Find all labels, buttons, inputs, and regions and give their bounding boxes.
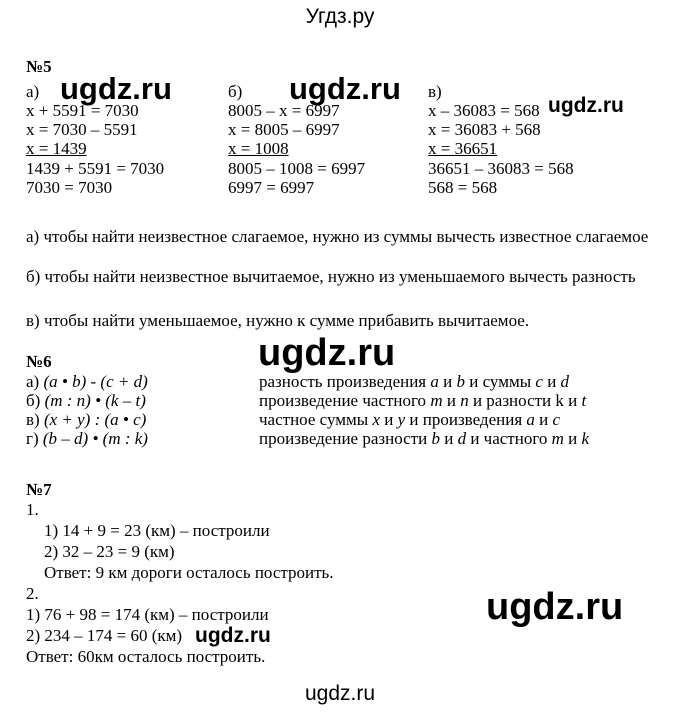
column-label: в)	[428, 82, 442, 101]
task7-heading: №7	[26, 480, 52, 499]
check-line: 7030 = 7030	[26, 178, 113, 197]
site-footer: ugdz.ru	[304, 682, 376, 705]
equation-line: x = 36083 + 568	[428, 120, 541, 139]
check-line: 36651 – 36083 = 568	[428, 159, 574, 178]
task7-part1-answer: Ответ: 9 км дороги осталось построить.	[44, 563, 334, 582]
rule-a: а) чтобы найти неизвестное слагаемое, нужно из суммы вычесть известное слагаемое	[26, 227, 649, 246]
expression-row: б) (m : n) • (k – t)	[26, 391, 146, 410]
expression-description: произведение разности b и d и частного m и k	[259, 429, 590, 448]
rule-c: в) чтобы найти уменьшаемое, нужно к сумме прибавить вычитаемое.	[26, 311, 530, 330]
expression: (x + y) : (a • c)	[43, 410, 147, 429]
answer-line: x = 36651	[428, 139, 498, 158]
answer-line: x = 1439	[26, 139, 87, 158]
expression-row: г) (b – d) • (m : k)	[26, 429, 148, 448]
expression: (a • b) - (c + d)	[43, 372, 148, 391]
check-line: 8005 – 1008 = 6997	[228, 159, 366, 178]
answer-line: x = 1008	[228, 139, 289, 158]
task7-part2-answer: Ответ: 60км осталось построить.	[26, 647, 266, 666]
column-label: б)	[228, 82, 243, 101]
watermark: ugdz.ru	[60, 71, 172, 106]
expression-row: в) (x + y) : (a • c)	[26, 410, 147, 429]
site-title: Угдз.ру	[305, 5, 375, 28]
check-line: 568 = 568	[428, 178, 498, 197]
task7-part2-label: 2.	[26, 584, 39, 603]
task6-expressions	[26, 372, 148, 448]
task7-part1-step2: 2) 32 – 23 = 9 (км)	[44, 542, 175, 561]
equation-line: x = 7030 – 5591	[26, 120, 138, 139]
task5-heading: №5	[26, 57, 52, 76]
watermark: ugdz.ru	[258, 332, 396, 374]
check-line: 6997 = 6997	[228, 178, 315, 197]
equation-line: x – 36083 = 568	[428, 101, 540, 120]
equation-line: x + 5591 = 7030	[26, 101, 139, 120]
task6-descriptions	[259, 372, 589, 448]
watermark: ugdz.ru	[195, 624, 271, 647]
rule-b: б) чтобы найти неизвестное вычитаемое, нужно из уменьшаемого вычесть разность	[26, 267, 636, 286]
expression-description: разность произведения a и b и суммы c и d	[259, 372, 570, 391]
task7-part2-step2: 2) 234 – 174 = 60 (км)	[26, 626, 183, 645]
equation-line: 8005 – x = 6997	[228, 101, 340, 120]
expression-description: произведение частного m и n и разности k и t	[259, 391, 587, 410]
expression-description: частное суммы x и y и произведения a и c	[259, 410, 561, 429]
task7-part1-step1: 1) 14 + 9 = 23 (км) – построили	[44, 521, 270, 540]
watermark: ugdz.ru	[486, 586, 624, 628]
column-label: а)	[26, 82, 40, 101]
watermark: ugdz.ru	[289, 71, 401, 106]
equation-line: x = 8005 – 6997	[228, 120, 340, 139]
expression: (m : n) • (k – t)	[44, 391, 146, 410]
task6-heading: №6	[26, 352, 52, 371]
check-line: 1439 + 5591 = 7030	[26, 159, 165, 178]
expression-row: а) (a • b) - (c + d)	[26, 372, 148, 391]
task7-part1-label: 1.	[26, 500, 39, 519]
task7-part2-step1: 1) 76 + 98 = 174 (км) – построили	[26, 605, 269, 624]
expression: (b – d) • (m : k)	[42, 429, 148, 448]
watermark: ugdz.ru	[548, 94, 624, 117]
